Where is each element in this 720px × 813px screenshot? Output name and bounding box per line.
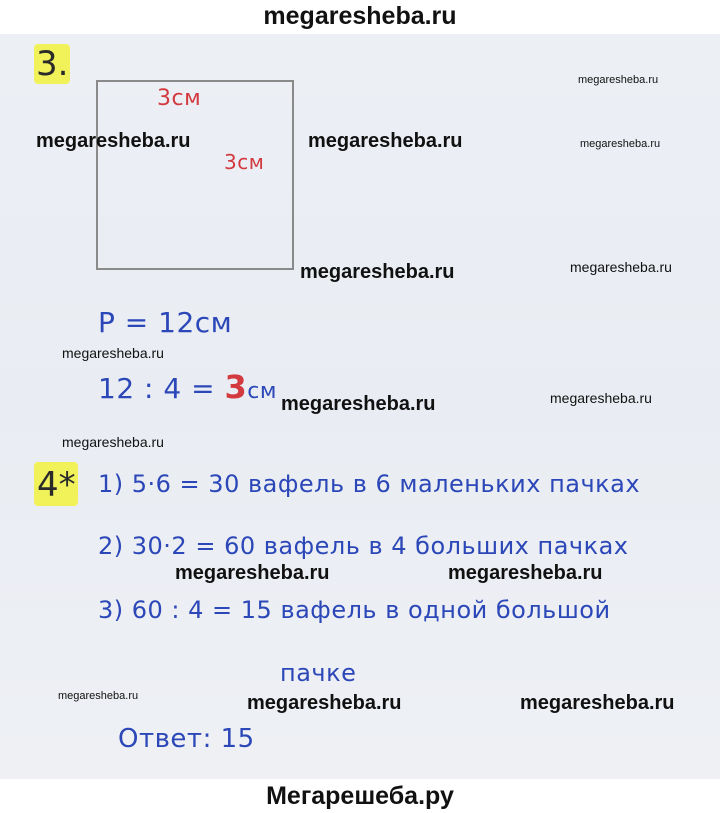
watermark: megaresheba.ru — [580, 138, 661, 150]
perimeter-line: P = 12см — [98, 306, 233, 339]
watermark: megaresheba.ru — [308, 130, 463, 152]
watermark: megaresheba.ru — [62, 345, 164, 361]
division-result: 3 — [224, 368, 248, 406]
watermark: megaresheba.ru — [36, 130, 191, 152]
square-side-top-label: 3см — [157, 86, 202, 111]
watermark: megaresheba.ru — [281, 393, 436, 415]
watermark: megaresheba.ru — [578, 74, 659, 86]
watermark: megaresheba.ru — [175, 562, 330, 584]
watermark: megaresheba.ru — [520, 692, 675, 714]
site-footer: Мегарешеба.ру — [0, 779, 720, 813]
solution-step-2: 2) 30·2 = 60 вафель в 4 больших пачках — [98, 532, 629, 560]
solution-step-3: 3) 60 : 4 = 15 вафель в одной большой — [98, 596, 611, 624]
division-unit: см — [247, 379, 277, 404]
division-expression: 12 : 4 = — [98, 372, 225, 405]
watermark: megaresheba.ru — [58, 690, 139, 702]
watermark: megaresheba.ru — [448, 562, 603, 584]
watermark: megaresheba.ru — [570, 259, 672, 275]
solution-step-3-continuation: пачке — [280, 659, 357, 687]
square-side-right-label: 3см — [224, 150, 265, 174]
watermark: megaresheba.ru — [247, 692, 402, 714]
task-3-number: 3. — [36, 44, 69, 84]
watermark: megaresheba.ru — [62, 434, 164, 450]
division-line — [98, 368, 277, 406]
notebook-page — [0, 34, 720, 779]
watermark: megaresheba.ru — [300, 261, 455, 283]
watermark: megaresheba.ru — [550, 390, 652, 406]
task-4-number: 4* — [37, 465, 76, 505]
answer-line: Ответ: 15 — [118, 724, 255, 754]
site-header: megaresheba.ru — [0, 0, 720, 34]
solution-step-1: 1) 5·6 = 30 вафель в 6 маленьких пачках — [98, 470, 641, 498]
